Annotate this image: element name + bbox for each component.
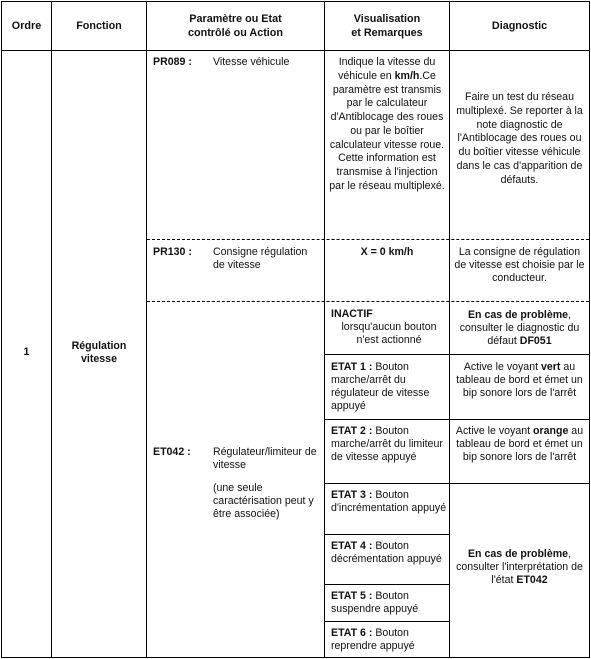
diag-text-end: au tableau de bord et émet un bip sonore lors de l'arrêt [456,425,584,463]
row-separator [324,483,590,484]
diag-text: Active le voyant [463,361,541,373]
column-divider [324,1,325,658]
fonction-line2: vitesse [81,352,117,365]
table-border-left [1,1,2,658]
diag-code: DF051 [519,334,552,347]
fonction-value [52,340,146,366]
state-etat-1 [331,361,447,413]
et042-note: (une seule caractérisation peut y être associée) [213,482,314,520]
header-diagnostic: Diagnostic [491,19,548,32]
diag-text: , consulter l'interprétation de l'état [456,548,583,586]
state-title: ETAT 1 : [331,361,373,373]
state-title: INACTIF [331,308,373,320]
column-divider [449,1,450,658]
header-visualisation-line2: et Remarques [351,27,423,39]
header-parametre-line1: Paramètre ou Etat [189,12,282,25]
et042-code: ET042 : [153,446,191,458]
state-title: ETAT 5 : [331,590,373,602]
et042-diag-etats-3-6 [454,548,585,587]
state-title: ETAT 6 : [331,627,373,639]
pr130-label: Consigne régulation de vitesse [213,246,308,271]
header-fonction: Fonction [76,19,122,32]
pr130-visualisation: X = 0 km/h [360,246,414,258]
pr089-visu-text: Indique la vitesse du véhicule en [338,56,436,82]
column-divider [146,1,147,658]
state-etat-2 [331,425,447,464]
header-separator [1,50,590,51]
state-text: Bouton marche/arrêt du régulateur de vitesse appuyé [331,361,430,412]
pr130-diagnostic: La consigne de régulation de vitesse est choisie par le conducteur. [454,246,585,284]
header-parametre [147,2,324,50]
pr089-visualisation [328,56,446,194]
table-border-bottom [1,657,590,658]
diag-text: Active le voyant [455,425,534,437]
header-ordre: Ordre [11,19,42,32]
column-divider [51,1,52,658]
et042-diag-etat-1 [454,361,585,400]
state-etat-3 [331,489,447,515]
pr089-label: Vitesse véhicule [213,56,290,68]
state-etat-4 [331,540,447,566]
et042-diag-inactif [454,309,585,348]
state-inactif [331,308,447,347]
state-etat-6 [331,627,447,653]
header-visualisation-line1: Visualisation [353,12,421,25]
row-separator [324,584,450,585]
dashed-separator [147,301,589,302]
state-text: Bouton reprendre appuyé [331,627,415,652]
table-border-right [589,1,590,658]
et042-diag-etat-2 [454,425,585,464]
pr089-visu-unit: km/h [394,69,420,82]
state-text: Bouton décrémentation appuyé [331,540,442,565]
row-separator [324,419,590,420]
diag-bold: En cas de problème [467,548,569,560]
state-title: ETAT 2 : [331,425,373,437]
diag-color: orange [533,425,569,437]
et042-label: Régulateur/limiteur de vitesse [213,446,317,471]
fonction-line1: Régulation [71,340,127,352]
row-separator [324,534,450,535]
pr089-visu-text-end: .Ce paramètre est transmis par le calculateur d'Antiblocage des roues ou par le boîtier calculateur vitesse roue. Cette information est transmise à l'injection par le réseau multiplexé. [329,69,445,192]
row-separator [324,621,450,622]
header-visualisation [325,2,449,50]
state-text: Bouton d'incrémentation appuyé [331,489,447,514]
pr089-diagnostic: Faire un test du réseau multiplexé. Se reporter à la note diagnostic de l'Antiblocage des roues ou du boîtier vitesse véhicule dans le cas d'apparition de défauts. [456,91,583,186]
state-text: lorsqu'aucun bouton n'est actionné [341,320,437,346]
diag-text: , consulter le diagnostic du défaut [459,309,580,347]
pr130-code: PR130 : [153,246,192,258]
ordre-value: 1 [23,346,30,358]
diag-bold: En cas de problème [467,309,569,321]
pr089-code: PR089 : [153,56,192,68]
dashed-separator [147,239,589,240]
state-title: ETAT 4 : [331,540,373,552]
header-parametre-line2: contrôlé ou Action [188,27,283,39]
state-etat-5 [331,590,447,616]
diag-text-end: au tableau de bord et émet un bip sonore lors de l'arrêt [456,361,583,399]
diag-code: ET042 [516,573,548,586]
diag-color: vert [540,361,561,373]
row-separator [324,354,590,355]
state-text: Bouton marche/arrêt du limiteur de vitesse appuyé [331,425,443,463]
state-text: Bouton suspendre appuyé [331,590,419,615]
state-title: ETAT 3 : [331,489,373,501]
